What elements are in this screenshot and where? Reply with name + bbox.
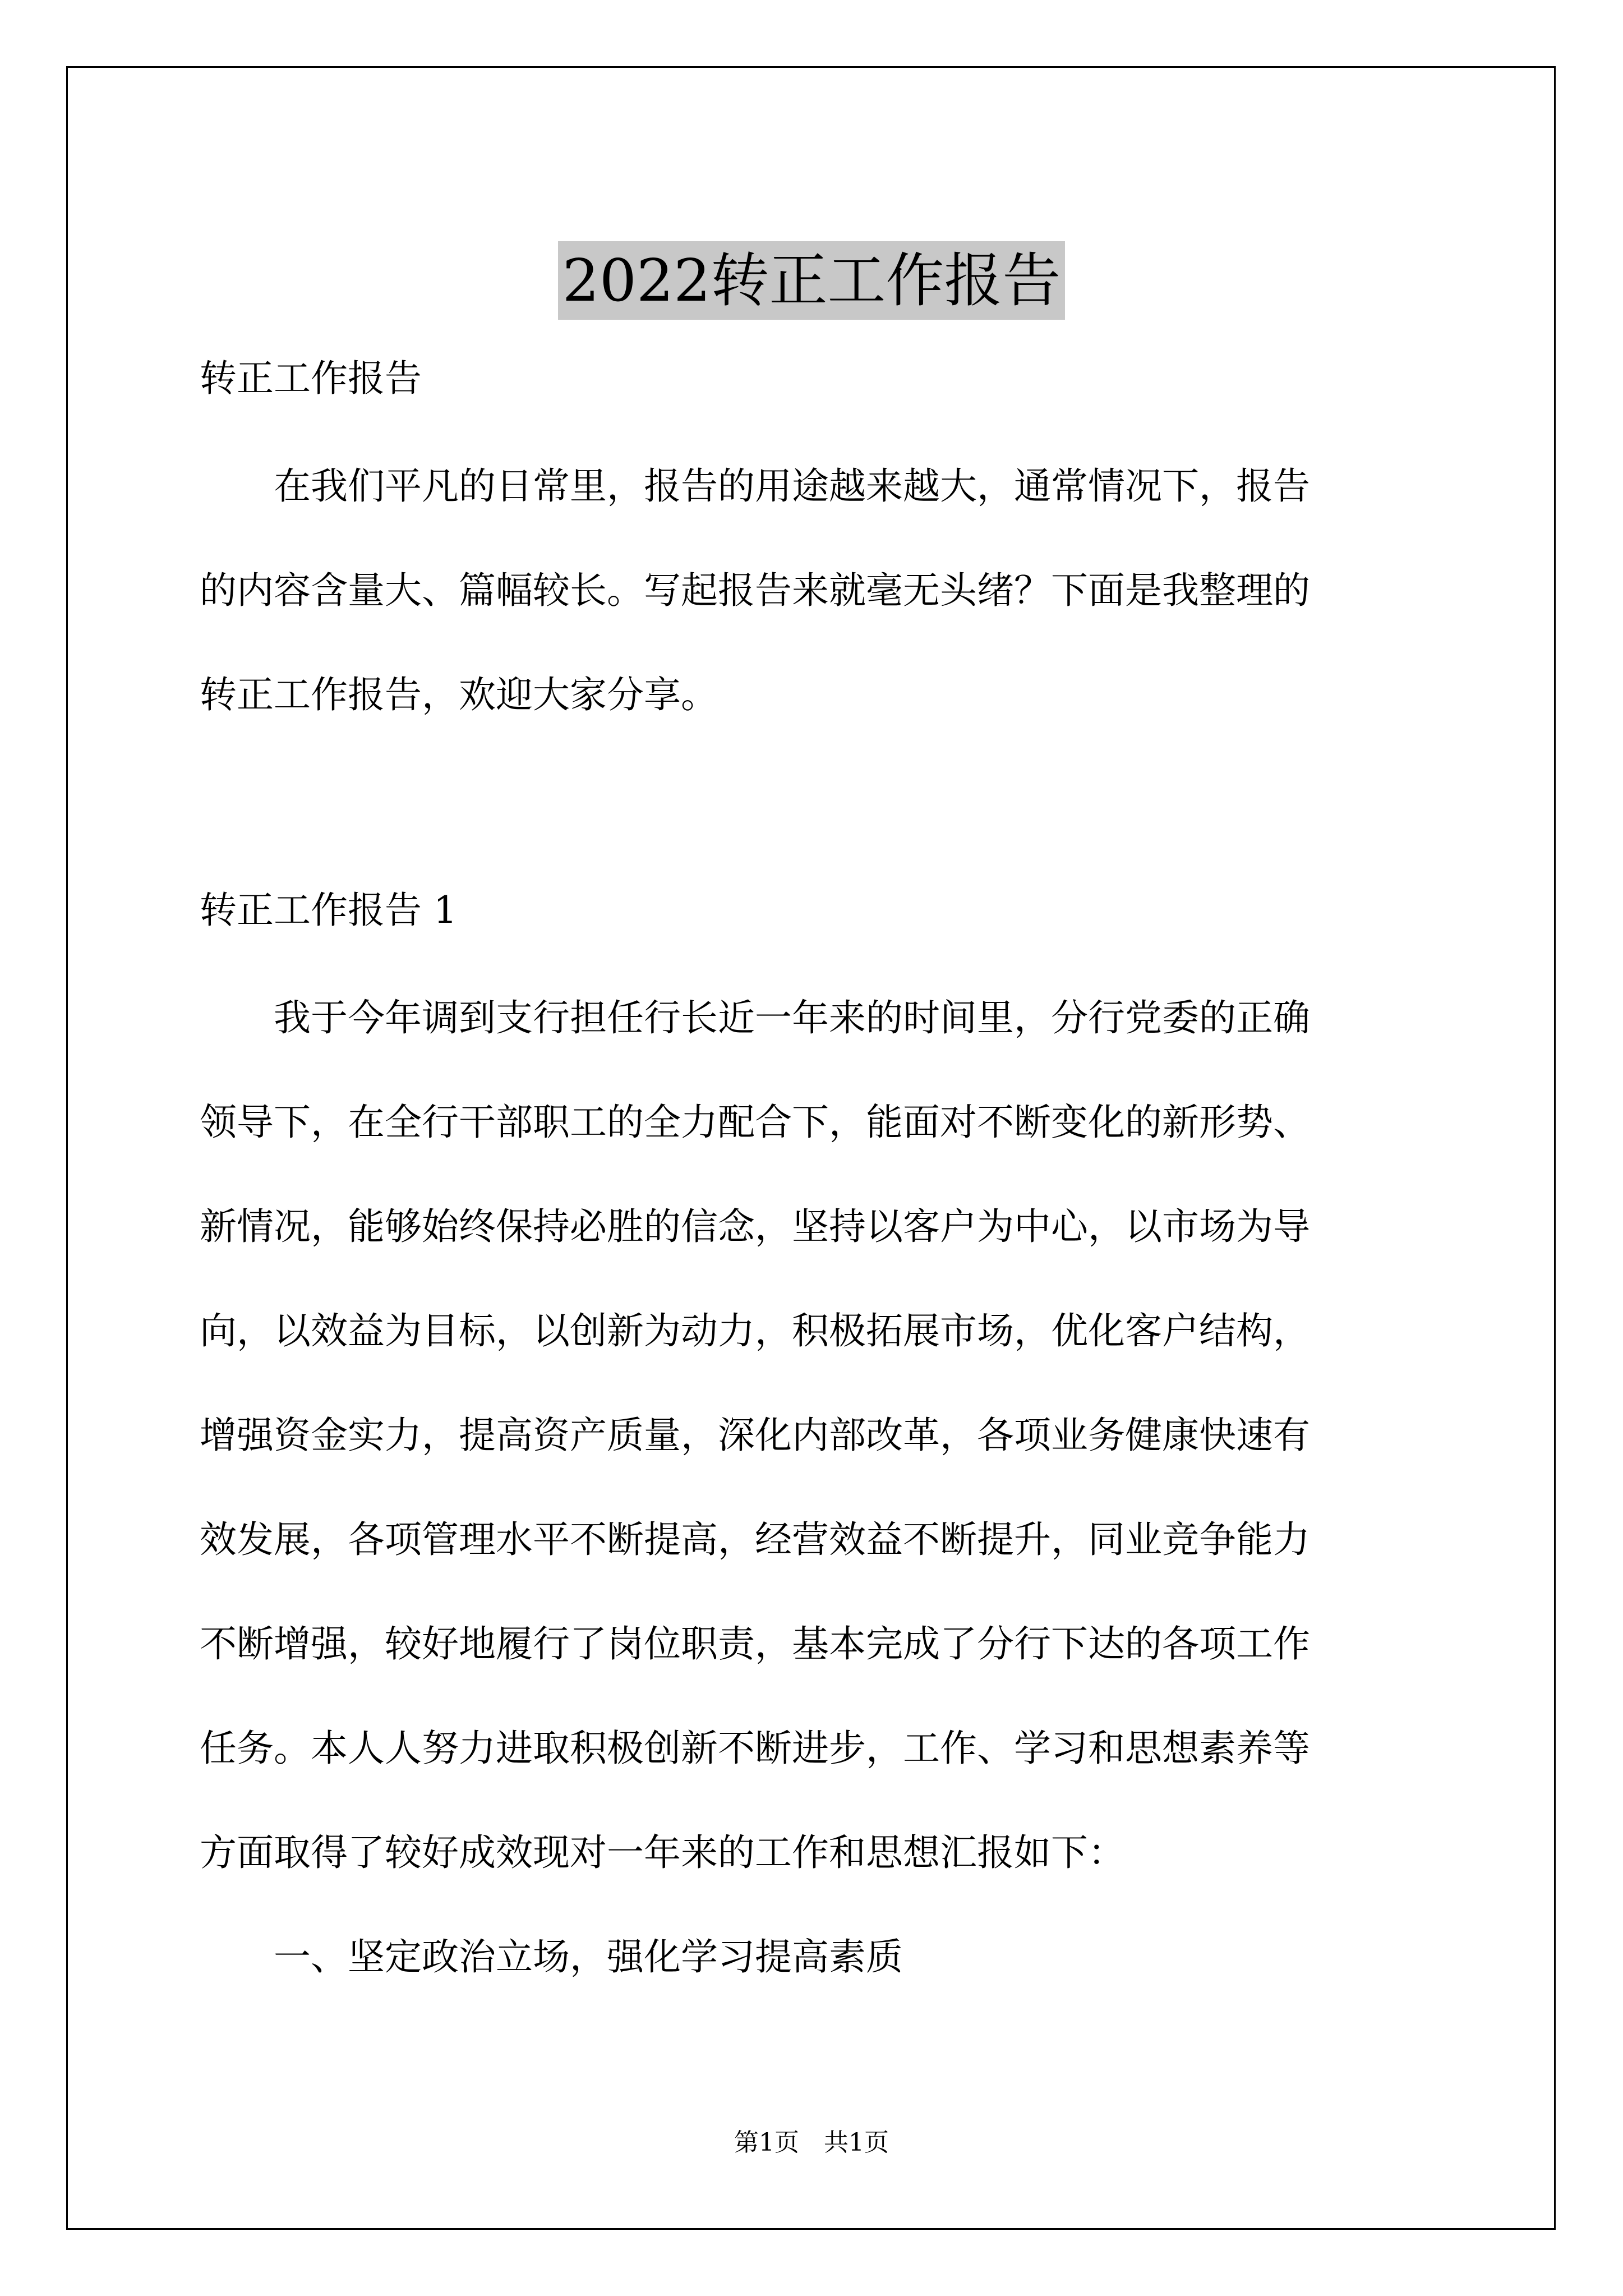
body-line: 增强资金实力，提高资产质量，深化内部改革，各项业务健康快速有 [200, 1414, 1310, 1457]
section-heading [200, 353, 1423, 404]
body-line: 方面取得了较好成效现对一年来的工作和思想汇报如下： [200, 1831, 1125, 1874]
body-line: 效发展，各项管理水平不断提高，经营效益不断提升，同业竞争能力 [200, 1518, 1310, 1561]
body-line: 不断增强，较好地履行了岗位职责，基本完成了分行下达的各项工作 [200, 1622, 1310, 1665]
intro-line: 在我们平凡的日常里，报告的用途越来越大，通常情况下，报告 [200, 464, 1310, 508]
heading-text: 转正工作报告 [200, 357, 422, 400]
body-line: 向，以效益为目标，以创新为动力，积极拓展市场，优化客户结构， [200, 1309, 1310, 1352]
document-title: 2022转正工作报告 [558, 241, 1066, 320]
body-paragraph [200, 966, 1423, 2009]
title-container [0, 202, 1623, 358]
section-heading-1 [200, 885, 1423, 936]
intro-paragraph [200, 434, 1423, 747]
page-footer: 第1页 共1页 [734, 2128, 889, 2157]
intro-line: 转正工作报告，欢迎大家分享。 [200, 673, 718, 716]
heading-text: 转正工作报告 1 [200, 889, 457, 932]
intro-line: 的内容含量大、篇幅较长。写起报告来就毫无头绪？下面是我整理的 [200, 569, 1310, 612]
body-line: 我于今年调到支行担任行长近一年来的时间里，分行党委的正确 [200, 996, 1310, 1039]
body-line: 领导下，在全行干部职工的全力配合下，能面对不断变化的新形势、 [200, 1101, 1310, 1144]
body-line: 一、坚定政治立场，强化学习提高素质 [200, 1935, 903, 1978]
body-line: 任务。本人人努力进取积极创新不断进步，工作、学习和思想素养等 [200, 1727, 1310, 1770]
body-line: 新情况，能够始终保持必胜的信念，坚持以客户为中心，以市场为导 [200, 1205, 1310, 1248]
